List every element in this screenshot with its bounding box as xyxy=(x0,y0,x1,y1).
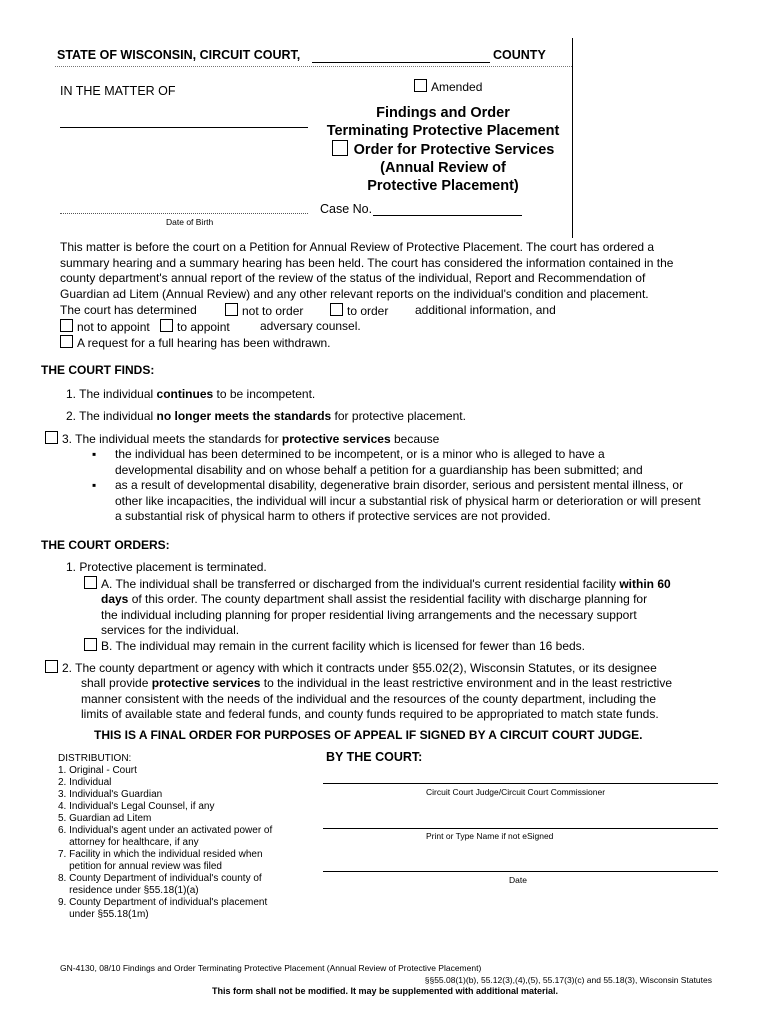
order-2-line-1: 2. The county department or agency with which it contracts under §55.02(2), Wisconsin Statutes, or its designee xyxy=(45,660,657,677)
order-2-checkbox[interactable] xyxy=(45,660,58,673)
list-item: 7. Facility in which the individual resided when xyxy=(58,849,263,860)
list-item: attorney for healthcare, if any xyxy=(58,837,199,848)
intro-line: county department's annual report of the review of the status of the individual, Report and Recommendation of xyxy=(60,271,646,285)
to-appoint-option xyxy=(160,319,230,336)
finding-3-bullet-1: ▪ xyxy=(92,447,97,461)
final-order-statement: THIS IS A FINAL ORDER FOR PURPOSES OF APPEAL IF SIGNED BY A CIRCUIT COURT JUDGE. xyxy=(94,728,643,742)
list-item: 4. Individual's Legal Counsel, if any xyxy=(58,801,215,812)
list-item: under §55.18(1m) xyxy=(58,909,149,920)
list-item: petition for annual review was filed xyxy=(58,861,222,872)
to-order-checkbox[interactable] xyxy=(330,303,343,316)
not-to-order-checkbox[interactable] xyxy=(225,303,238,316)
judge-signature-field[interactable] xyxy=(323,783,718,784)
list-item: 2. Individual xyxy=(58,777,112,788)
print-name-field[interactable] xyxy=(323,828,718,829)
date-of-birth-label: Date of Birth xyxy=(166,217,214,227)
not-to-order-option xyxy=(225,303,303,320)
order-1a-line-1: A. The individual shall be transferred or discharged from the individual's current residential facility within 60 xyxy=(84,576,671,593)
intro-paragraph xyxy=(60,240,750,302)
finding-3: 3. The individual meets the standards for protective services because xyxy=(45,431,439,448)
list-item: 9. County Department of individual's placement xyxy=(58,897,268,908)
withdrawn-option xyxy=(60,335,331,352)
list-item: 1. Original - Court xyxy=(58,765,137,776)
title-line-2: Terminating Protective Placement xyxy=(326,123,560,139)
finding-3-bullet-1-text: the individual has been determined to be incompetent, or is a minor who is alleged to have a developmental disability and on whose behalf a petition for a guardianship has been submitted; and xyxy=(115,447,643,477)
to-appoint-label: to appoint xyxy=(177,320,230,334)
statutes-footer: §§55.08(1)(b), 55.12(3),(4),(5), 55.17(3)(c) and 55.18(3), Wisconsin Statutes xyxy=(424,975,712,985)
list-item: 8. County Department of individual's county of xyxy=(58,873,262,884)
date-label: Date xyxy=(509,875,527,885)
title-line-5: Protective Placement) xyxy=(367,178,519,194)
order-1b: B. The individual may remain in the current facility which is licensed for fewer than 16 beds. xyxy=(84,638,585,655)
date-field[interactable] xyxy=(323,871,718,872)
title-line-3-row xyxy=(318,140,568,159)
order-2-continued: shall provide protective services to the individual in the least restrictive environment and in the least restrictive manner consistent with the needs of the individual and the resources of the county department, including the limits of available state and federal funds, and county funds required to be appropriated to match state funds. xyxy=(81,676,672,721)
distribution-heading: DISTRIBUTION: xyxy=(58,753,132,764)
finding-3-checkbox[interactable] xyxy=(45,431,58,444)
form-id-footer: GN-4130, 08/10 Findings and Order Terminating Protective Placement (Annual Review of Protective Placement) xyxy=(60,963,482,973)
not-to-appoint-label: not to appoint xyxy=(77,320,150,334)
print-name-label: Print or Type Name if not eSigned xyxy=(426,831,554,841)
determined-label: The court has determined xyxy=(60,303,197,317)
matter-name-field[interactable] xyxy=(60,127,308,128)
judge-signature-label: Circuit Court Judge/Circuit Court Commissioner xyxy=(426,787,606,797)
withdrawn-label: A request for a full hearing has been withdrawn. xyxy=(77,336,331,350)
form-title xyxy=(318,104,568,195)
amended-checkbox[interactable] xyxy=(414,79,427,92)
county-name-field[interactable] xyxy=(312,62,490,63)
finding-2: 2. The individual no longer meets the standards for protective placement. xyxy=(66,409,466,423)
list-item: 6. Individual's agent under an activated power of xyxy=(58,825,273,836)
case-no-label: Case No. xyxy=(320,202,373,216)
to-appoint-checkbox[interactable] xyxy=(160,319,173,332)
title-line-1: Findings and Order xyxy=(376,105,510,121)
to-order-label: to order xyxy=(347,304,389,318)
additional-info-label: additional information, and xyxy=(415,303,556,317)
list-item: 3. Individual's Guardian xyxy=(58,789,163,800)
amended-checkbox-row xyxy=(414,79,482,94)
intro-line: This matter is before the court on a Petition for Annual Review of Protective Placement. The court has ordered a xyxy=(60,240,655,254)
intro-line: summary hearing and a summary hearing has been held. The court has considered the information contained in the xyxy=(60,255,674,270)
list-item: 5. Guardian ad Litem xyxy=(58,813,152,824)
modification-notice: This form shall not be modified. It may be supplemented with additional material. xyxy=(211,986,559,996)
county-label: COUNTY xyxy=(493,48,546,62)
protective-services-checkbox[interactable] xyxy=(332,140,348,156)
court-finds-heading: THE COURT FINDS: xyxy=(41,363,155,377)
order-1b-checkbox[interactable] xyxy=(84,638,97,651)
date-of-birth-field[interactable] xyxy=(60,213,308,214)
header-vertical-divider xyxy=(572,38,573,238)
title-line-3: Order for Protective Services xyxy=(353,142,555,158)
case-no-field[interactable] xyxy=(373,215,522,216)
title-line-4: (Annual Review of xyxy=(380,160,506,176)
header-bottom-rule xyxy=(55,66,572,67)
not-to-appoint-option xyxy=(60,319,150,336)
adversary-counsel-label: adversary counsel. xyxy=(260,319,361,333)
by-the-court-label: BY THE COURT: xyxy=(326,750,423,764)
withdrawn-checkbox[interactable] xyxy=(60,335,73,348)
amended-label: Amended xyxy=(431,80,483,94)
court-orders-heading: THE COURT ORDERS: xyxy=(41,538,170,552)
intro-line: Guardian ad Litem (Annual Review) and any other relevant reports on the individual's condition and placement. xyxy=(60,286,649,301)
order-1a-checkbox[interactable] xyxy=(84,576,97,589)
finding-3-bullet-2-text: as a result of developmental disability, degenerative brain disorder, serious and persistent mental illness, or other like incapacities, the individual will incur a substantial risk of physical harm or deterioration or will present a substantial risk of physical harm to others if protective services are not provided. xyxy=(115,478,701,523)
finding-1: 1. The individual continues to be incompetent. xyxy=(66,387,316,401)
list-item: residence under §55.18(1)(a) xyxy=(58,885,199,896)
not-to-appoint-checkbox[interactable] xyxy=(60,319,73,332)
in-the-matter-of-label: IN THE MATTER OF xyxy=(60,84,176,98)
to-order-option xyxy=(330,303,388,320)
distribution-list xyxy=(58,765,298,921)
order-1a-continued: days of this order. The county department shall assist the residential facility with discharge planning for the individual including planning for proper residential living arrangements and the necessary support services for the individual. xyxy=(101,592,648,637)
state-court-label: STATE OF WISCONSIN, CIRCUIT COURT, xyxy=(57,48,301,62)
finding-3-bullet-2: ▪ xyxy=(92,478,97,492)
not-to-order-label: not to order xyxy=(242,304,304,318)
order-1: 1. Protective placement is terminated. xyxy=(66,560,267,574)
